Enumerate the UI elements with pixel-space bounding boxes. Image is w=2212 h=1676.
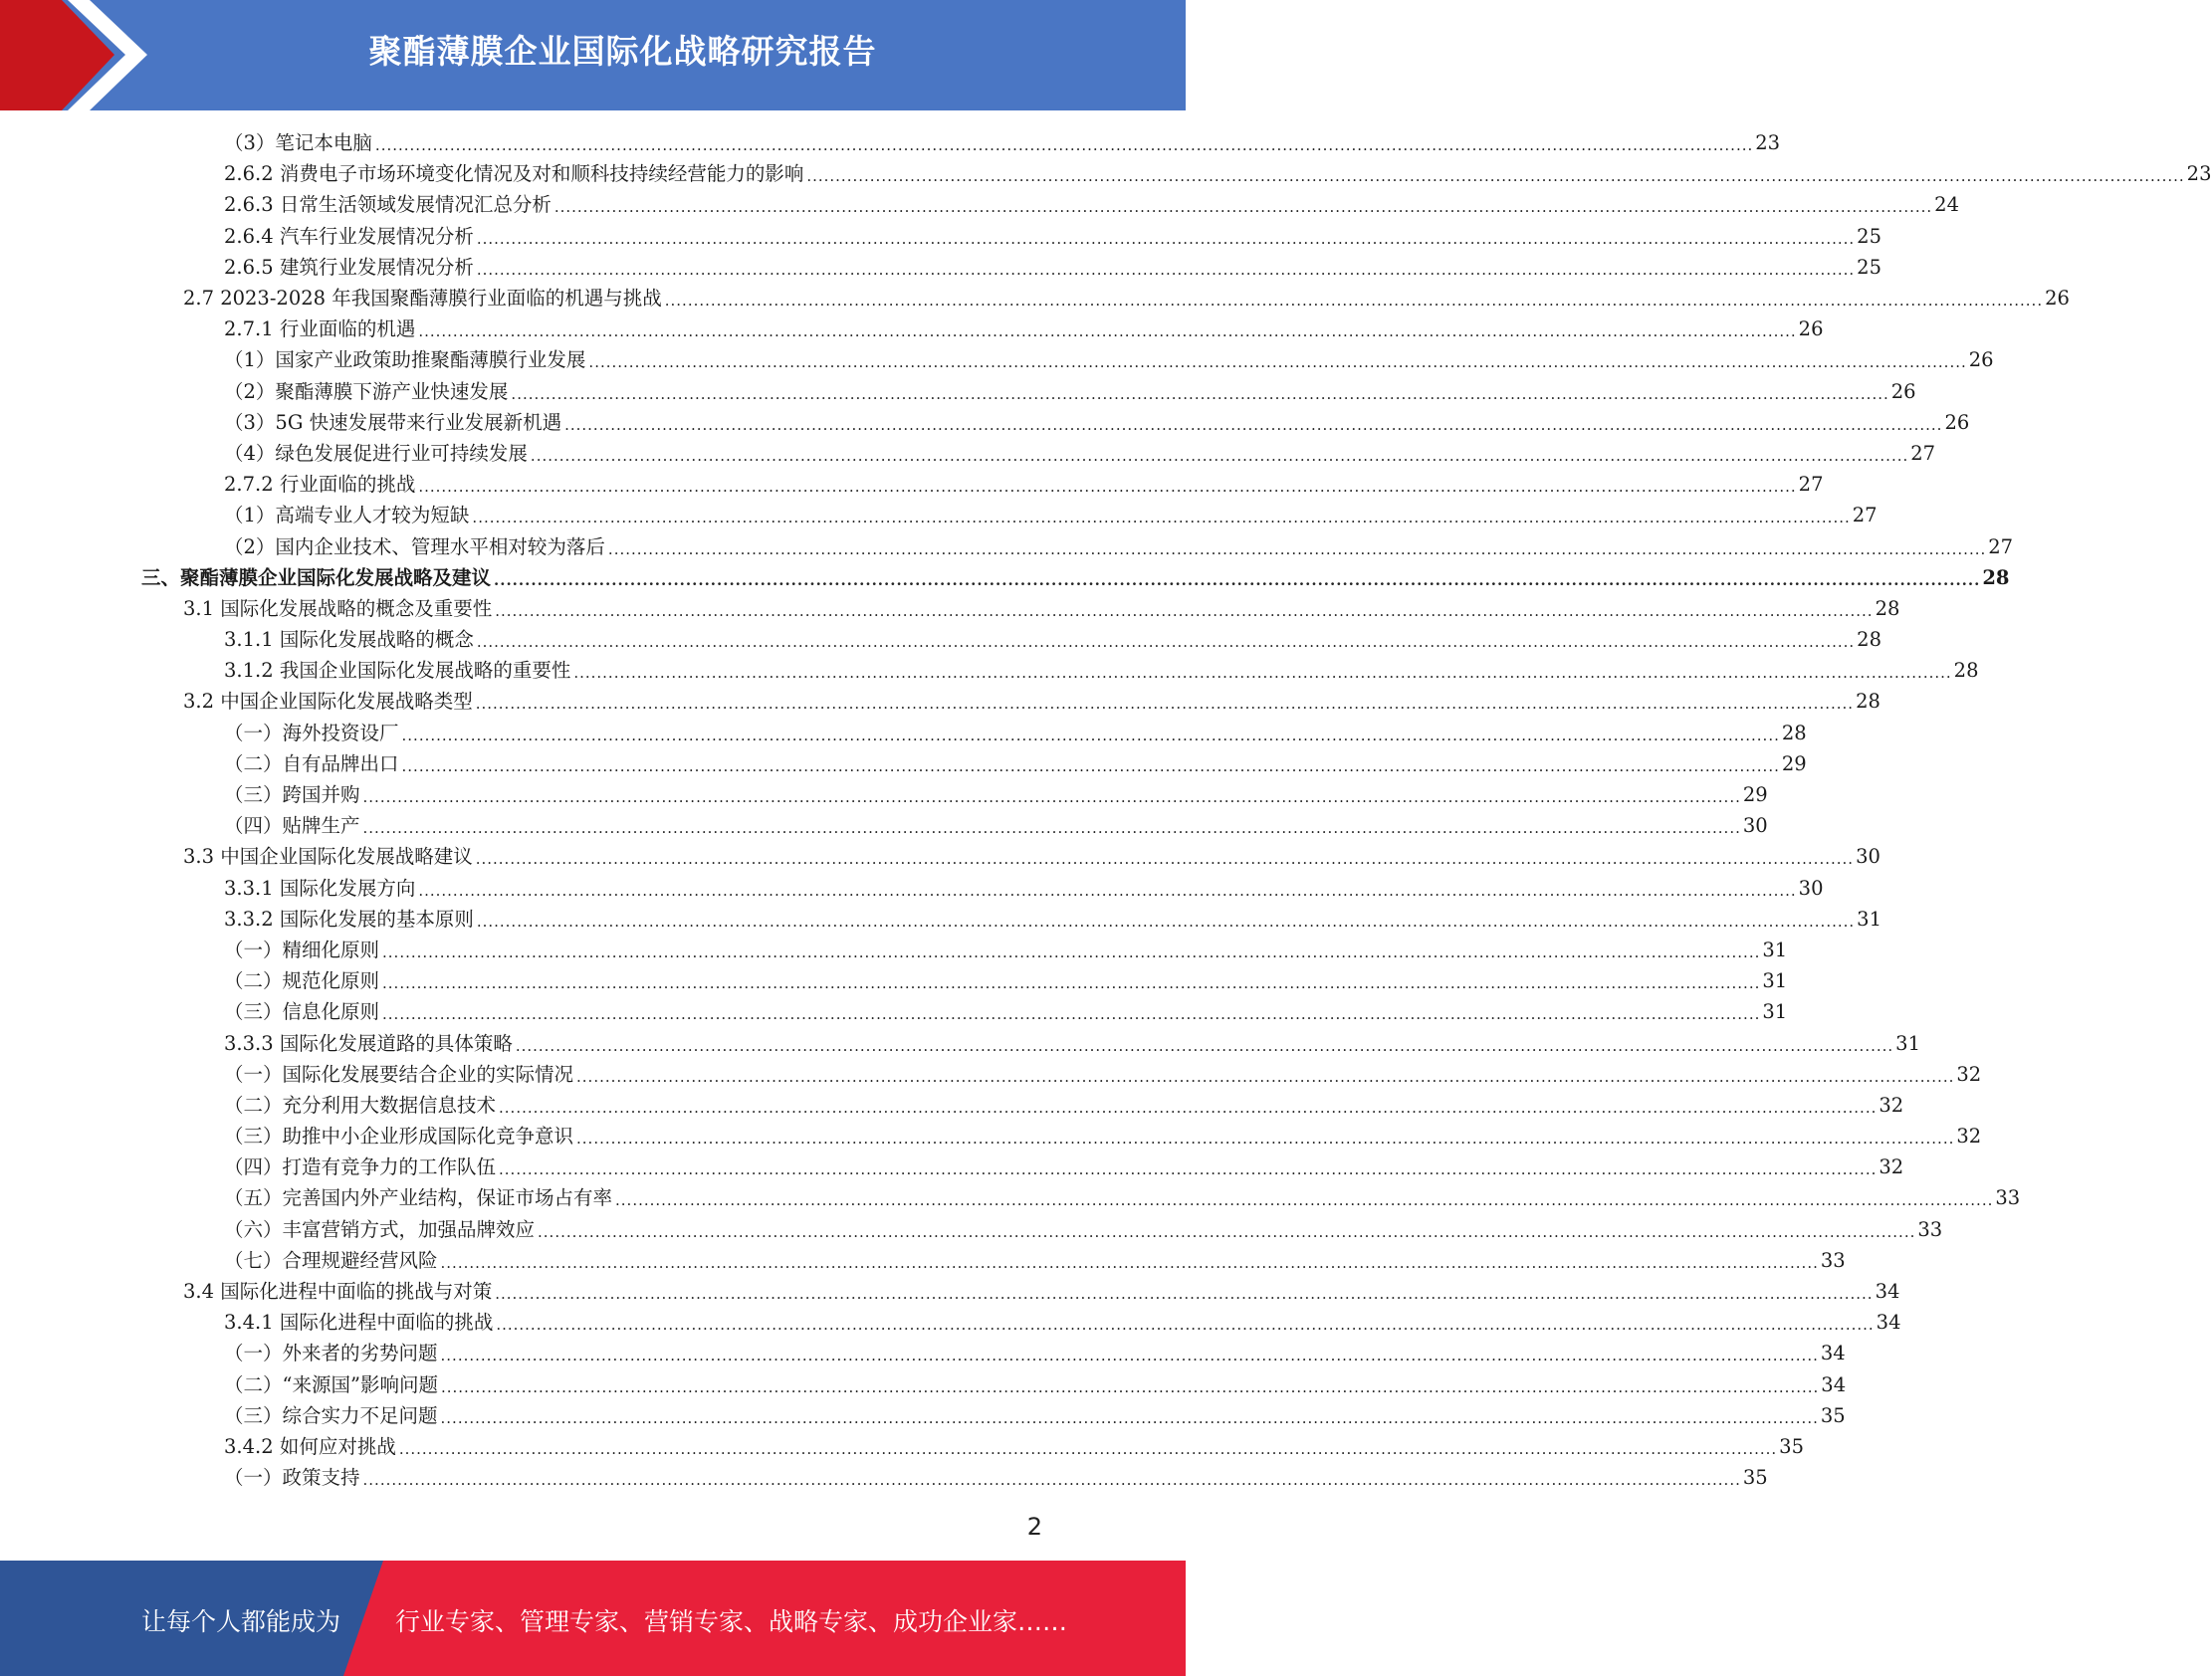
toc-entry[interactable] bbox=[0, 189, 1959, 220]
toc-leader-dots bbox=[499, 1152, 1877, 1182]
toc-leader-dots bbox=[516, 1028, 1893, 1059]
toc-entry-label: （二）规范化原则 bbox=[224, 969, 380, 993]
toc-entry[interactable] bbox=[0, 593, 1900, 624]
toc-entry-page: 30 bbox=[1798, 876, 1824, 900]
toc-entry-page: 31 bbox=[1762, 969, 1788, 993]
toc-entry-label: 2.7 2023-2028 年我国聚酯薄膜行业面临的机遇与挑战 bbox=[183, 287, 662, 311]
toc-entry-label: （一）政策支持 bbox=[224, 1466, 360, 1490]
toc-entry-page: 32 bbox=[1879, 1155, 1904, 1179]
toc-entry-label: 2.6.2 消费电子市场环境变化情况及对和顺科技持续经营能力的影响 bbox=[224, 162, 804, 186]
toc-entry-page: 27 bbox=[1910, 441, 1936, 465]
toc-entry-label: （二）充分利用大数据信息技术 bbox=[224, 1093, 497, 1117]
toc-leader-dots bbox=[806, 158, 2184, 189]
toc-entry[interactable] bbox=[0, 996, 1788, 1027]
toc-entry[interactable] bbox=[0, 904, 1881, 935]
toc-entry[interactable] bbox=[0, 655, 1979, 686]
toc-entry[interactable] bbox=[0, 686, 1880, 717]
toc-entry[interactable] bbox=[0, 314, 1824, 344]
toc-leader-dots bbox=[665, 283, 2043, 314]
toc-entry[interactable] bbox=[0, 1462, 1768, 1493]
toc-leader-dots bbox=[554, 189, 1932, 220]
toc-leader-dots bbox=[476, 841, 1854, 872]
toc-leader-dots bbox=[441, 1245, 1819, 1276]
toc-entry-label: （一）国际化发展要结合企业的实际情况 bbox=[224, 1062, 574, 1086]
toc-entry-label: （1）高端专业人才较为短缺 bbox=[224, 504, 470, 527]
toc-entry-label: 2.6.5 建筑行业发展情况分析 bbox=[224, 255, 474, 279]
toc-entry[interactable] bbox=[0, 841, 1880, 872]
toc-entry-page: 32 bbox=[1956, 1062, 1982, 1086]
toc-entry-label: （三）综合实力不足问题 bbox=[224, 1403, 438, 1427]
toc-leader-dots bbox=[402, 718, 1780, 748]
toc-entry[interactable] bbox=[0, 873, 1824, 904]
toc-entry-label: （3）笔记本电脑 bbox=[224, 131, 372, 155]
toc-entry-page: 34 bbox=[1821, 1372, 1847, 1396]
toc-entry[interactable] bbox=[0, 438, 1936, 469]
toc-leader-dots bbox=[576, 1121, 1954, 1152]
toc-leader-dots bbox=[615, 1182, 1993, 1213]
toc-leader-dots bbox=[402, 748, 1780, 779]
toc-entry[interactable] bbox=[0, 158, 2212, 189]
toc-leader-dots bbox=[538, 1214, 1915, 1245]
toc-entry-page: 25 bbox=[1857, 255, 1881, 279]
toc-leader-dots bbox=[495, 593, 1873, 624]
toc-entry-label: （一）精细化原则 bbox=[224, 938, 380, 961]
toc-entry-page: 35 bbox=[1820, 1403, 1846, 1427]
toc-leader-dots bbox=[477, 252, 1855, 283]
toc-entry-label: 3.4.2 如何应对挑战 bbox=[224, 1434, 396, 1458]
toc-leader-dots bbox=[511, 376, 1888, 407]
toc-entry-label: （4）绿色发展促进行业可持续发展 bbox=[224, 441, 528, 465]
toc-entry[interactable] bbox=[0, 748, 1807, 779]
toc-leader-dots bbox=[573, 655, 1951, 686]
toc-entry-page: 27 bbox=[1798, 473, 1824, 497]
toc-leader-dots bbox=[531, 438, 1908, 469]
toc-leader-dots bbox=[418, 469, 1796, 500]
toc-entry-page: 35 bbox=[1779, 1434, 1804, 1458]
toc-entry-page: 31 bbox=[1895, 1031, 1920, 1055]
toc-entry-label: 2.7.1 行业面临的机遇 bbox=[224, 317, 416, 341]
toc-entry-page: 32 bbox=[1956, 1125, 1982, 1149]
toc-entry-page: 28 bbox=[1857, 628, 1881, 652]
toc-entry-page: 28 bbox=[1982, 565, 2010, 589]
toc-leader-dots bbox=[441, 1400, 1819, 1431]
toc-entry-label: 3.3.3 国际化发展道路的具体策略 bbox=[224, 1031, 513, 1055]
toc-entry-label: 3.3.2 国际化发展的基本原则 bbox=[224, 907, 474, 931]
toc-entry-label: 3.4.1 国际化进程中面临的挑战 bbox=[224, 1311, 494, 1335]
toc-entry[interactable] bbox=[0, 1400, 1846, 1431]
toc-entry[interactable] bbox=[0, 283, 2070, 314]
toc-entry[interactable] bbox=[0, 1369, 1847, 1400]
toc-entry-page: 29 bbox=[1742, 783, 1768, 807]
toc-entry-label: 3.2 中国企业国际化发展战略类型 bbox=[183, 690, 473, 714]
toc-entry-label: 3.3.1 国际化发展方向 bbox=[224, 876, 416, 900]
toc-entry[interactable] bbox=[0, 376, 1916, 407]
toc-entry-page: 34 bbox=[1876, 1311, 1901, 1335]
toc-entry-page: 27 bbox=[1988, 534, 2014, 558]
toc-leader-dots bbox=[496, 1307, 1874, 1338]
toc-entry[interactable] bbox=[0, 344, 1994, 375]
toc-entry[interactable] bbox=[0, 935, 1788, 965]
toc-entry[interactable] bbox=[0, 221, 1881, 252]
toc-entry-page: 33 bbox=[1917, 1217, 1943, 1241]
toc-entry[interactable] bbox=[0, 1431, 1804, 1462]
toc-entry-page: 24 bbox=[1934, 193, 1959, 217]
toc-leader-dots bbox=[564, 407, 1942, 438]
table-of-contents bbox=[0, 127, 2212, 1493]
toc-leader-dots bbox=[399, 1431, 1777, 1462]
toc-entry-page: 26 bbox=[1890, 379, 1916, 403]
toc-entry-label: 2.6.3 日常生活领域发展情况汇总分析 bbox=[224, 193, 552, 217]
toc-entry-label: 3.1 国际化发展战略的概念及重要性 bbox=[183, 596, 493, 620]
toc-entry-page: 26 bbox=[2045, 287, 2070, 311]
toc-leader-dots bbox=[495, 1276, 1873, 1307]
toc-entry[interactable] bbox=[0, 530, 2014, 561]
toc-leader-dots bbox=[499, 1090, 1877, 1121]
toc-entry-page: 26 bbox=[1798, 317, 1824, 341]
toc-leader-dots bbox=[363, 779, 1741, 810]
toc-entry[interactable] bbox=[0, 469, 1824, 500]
toc-entry-label: （1）国家产业政策助推聚酯薄膜行业发展 bbox=[224, 348, 586, 372]
toc-entry-page: 26 bbox=[1944, 410, 1970, 434]
toc-leader-dots bbox=[588, 344, 1966, 375]
toc-entry[interactable] bbox=[0, 965, 1788, 996]
toc-entry[interactable] bbox=[0, 624, 1881, 655]
toc-entry-page: 27 bbox=[1852, 504, 1878, 527]
toc-entry-label: （四）贴牌生产 bbox=[224, 814, 360, 838]
toc-entry[interactable] bbox=[0, 252, 1881, 283]
toc-leader-dots bbox=[477, 904, 1855, 935]
toc-leader-dots bbox=[382, 965, 1760, 996]
toc-leader-dots bbox=[382, 935, 1760, 965]
toc-entry-label: （三）信息化原则 bbox=[224, 1000, 380, 1024]
toc-entry[interactable] bbox=[0, 1182, 2021, 1213]
toc-entry[interactable] bbox=[0, 1090, 1904, 1121]
toc-entry-label: （2）聚酯薄膜下游产业快速发展 bbox=[224, 379, 509, 403]
toc-leader-dots bbox=[363, 1462, 1741, 1493]
toc-entry-page: 23 bbox=[2186, 162, 2212, 186]
toc-entry-page: 25 bbox=[1857, 224, 1881, 248]
toc-entry[interactable] bbox=[0, 1059, 1982, 1090]
toc-entry-page: 28 bbox=[1875, 596, 1900, 620]
toc-entry-label: （二）“来源国”影响问题 bbox=[224, 1372, 438, 1396]
toc-entry-page: 34 bbox=[1820, 1342, 1846, 1365]
toc-entry-label: 三、聚酯薄膜企业国际化发展战略及建议 bbox=[141, 565, 492, 589]
toc-entry-label: （3）5G 快速发展带来行业发展新机遇 bbox=[224, 410, 562, 434]
toc-entry[interactable] bbox=[0, 810, 1768, 841]
toc-entry-label: （四）打造有竞争力的工作队伍 bbox=[224, 1155, 497, 1179]
toc-leader-dots bbox=[382, 996, 1760, 1027]
footer-slogan-right: 行业专家、管理专家、营销专家、战略专家、成功企业家…… bbox=[395, 1607, 1068, 1636]
toc-entry-label: （一）外来者的劣势问题 bbox=[224, 1342, 438, 1365]
toc-entry-page: 26 bbox=[1968, 348, 1994, 372]
toc-leader-dots bbox=[476, 686, 1854, 717]
toc-entry[interactable] bbox=[0, 562, 2010, 593]
toc-entry[interactable] bbox=[0, 718, 1807, 748]
toc-leader-dots bbox=[418, 314, 1796, 344]
toc-entry-label: （六）丰富营销方式，加强品牌效应 bbox=[224, 1217, 536, 1241]
toc-leader-dots bbox=[477, 221, 1855, 252]
toc-leader-dots bbox=[363, 810, 1741, 841]
toc-entry[interactable] bbox=[0, 127, 1781, 158]
toc-entry-page: 31 bbox=[1857, 907, 1881, 931]
toc-entry-label: 3.4 国际化进程中面临的挑战与对策 bbox=[183, 1280, 493, 1304]
header-title: 聚酯薄膜企业国际化战略研究报告 bbox=[368, 32, 877, 71]
toc-leader-dots bbox=[608, 531, 1986, 562]
toc-entry[interactable] bbox=[0, 1338, 1846, 1368]
toc-leader-dots bbox=[477, 624, 1855, 655]
toc-entry[interactable] bbox=[0, 1307, 1901, 1338]
toc-entry-page: 23 bbox=[1755, 131, 1781, 155]
toc-entry-label: （二）自有品牌出口 bbox=[224, 751, 399, 775]
toc-entry-page: 30 bbox=[1856, 845, 1880, 869]
toc-entry-page: 30 bbox=[1742, 814, 1768, 838]
toc-entry-label: （五）完善国内外产业结构，保证市场占有率 bbox=[224, 1186, 613, 1210]
toc-entry-label: 3.3 中国企业国际化发展战略建议 bbox=[183, 845, 473, 869]
toc-entry-page: 34 bbox=[1875, 1280, 1900, 1304]
toc-leader-dots bbox=[472, 500, 1850, 530]
toc-entry-label: 2.7.2 行业面临的挑战 bbox=[224, 473, 416, 497]
toc-entry-label: 3.1.1 国际化发展战略的概念 bbox=[224, 628, 474, 652]
toc-entry-label: 2.6.4 汽车行业发展情况分析 bbox=[224, 224, 474, 248]
toc-leader-dots bbox=[441, 1369, 1819, 1400]
header-band bbox=[0, 0, 1186, 110]
toc-entry-page: 35 bbox=[1742, 1466, 1768, 1490]
toc-entry-label: （一）海外投资设厂 bbox=[224, 721, 399, 744]
toc-entry-page: 31 bbox=[1762, 1000, 1788, 1024]
toc-entry-page: 28 bbox=[1856, 690, 1880, 714]
toc-entry[interactable] bbox=[0, 500, 1878, 530]
toc-entry-page: 28 bbox=[1953, 659, 1979, 683]
toc-entry[interactable] bbox=[0, 407, 1970, 438]
toc-entry[interactable] bbox=[0, 779, 1768, 810]
toc-leader-dots bbox=[494, 562, 1980, 593]
toc-entry-label: （七）合理规避经营风险 bbox=[224, 1248, 438, 1272]
toc-entry[interactable] bbox=[0, 1214, 1943, 1245]
toc-leader-dots bbox=[441, 1338, 1819, 1368]
footer-band bbox=[0, 1561, 1186, 1676]
toc-entry-page: 33 bbox=[1820, 1248, 1846, 1272]
toc-entry[interactable] bbox=[0, 1276, 1900, 1307]
toc-entry[interactable] bbox=[0, 1027, 1920, 1058]
toc-entry-label: （三）跨国并购 bbox=[224, 783, 360, 807]
toc-entry[interactable] bbox=[0, 1152, 1904, 1182]
footer-slogan-left: 让每个人都能成为 bbox=[141, 1607, 341, 1636]
toc-leader-dots bbox=[576, 1059, 1954, 1090]
toc-entry-page: 33 bbox=[1995, 1186, 2021, 1210]
toc-entry-label: 3.1.2 我国企业国际化发展战略的重要性 bbox=[224, 659, 571, 683]
toc-leader-dots bbox=[418, 873, 1796, 904]
toc-entry-page: 29 bbox=[1781, 751, 1807, 775]
toc-leader-dots bbox=[375, 127, 1753, 158]
toc-entry-label: （2）国内企业技术、管理水平相对较为落后 bbox=[224, 534, 605, 558]
toc-entry-label: （三）助推中小企业形成国际化竞争意识 bbox=[224, 1125, 574, 1149]
toc-entry-page: 31 bbox=[1762, 938, 1788, 961]
toc-entry[interactable] bbox=[0, 1245, 1846, 1276]
toc-entry[interactable] bbox=[0, 1121, 1982, 1152]
page-number: 2 bbox=[1026, 1513, 1042, 1541]
toc-entry-page: 32 bbox=[1879, 1093, 1904, 1117]
toc-entry-page: 28 bbox=[1781, 721, 1807, 744]
